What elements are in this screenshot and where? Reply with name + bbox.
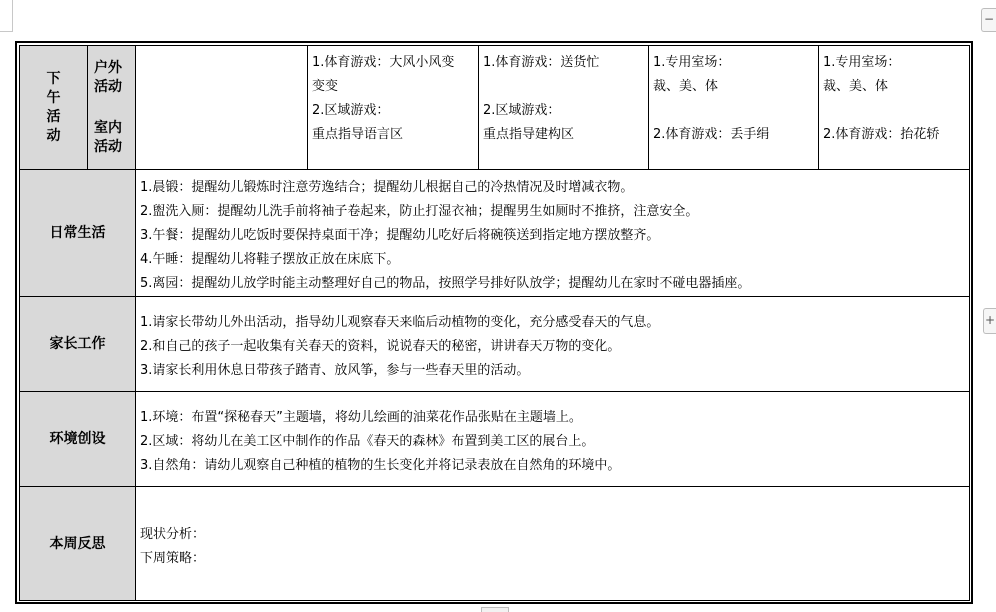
label-line: 活动	[94, 138, 122, 155]
cell-line: 2.区域游戏：	[483, 103, 561, 118]
label-char: 下	[46, 70, 61, 87]
environment-item: 1.环境：布置“探秘春天”主题墙，将幼儿绘画的油菜花作品张贴在主题墙上。	[140, 410, 582, 425]
daily-life-item: 3.午餐：提醒幼儿吃饭时要保持桌面干净；提醒幼儿吃好后将碗筷送到指定地方摆放整齐。	[140, 228, 660, 243]
activity-type-labels	[88, 46, 136, 170]
cell-line: 2.体育游戏：抬花轿	[823, 127, 940, 142]
parent-work-label: 家长工作	[20, 297, 136, 392]
cell-line: 变变	[312, 79, 339, 94]
afternoon-day-cell[interactable]	[649, 46, 819, 170]
environment-content[interactable]	[136, 392, 970, 487]
reflection-content[interactable]	[136, 487, 970, 601]
daily-life-item: 2.盥洗入厕：提醒幼儿洗手前将袖子卷起来，防止打湿衣袖；提醒男生如厕时不推挤，注意安全。	[140, 204, 699, 219]
environment-row	[20, 392, 970, 487]
indoor-activity-label	[94, 119, 135, 157]
daily-life-item: 5.离园：提醒幼儿放学时能主动整理好自己的物品，按照学号排好队放学；提醒幼儿在家时不碰电器插座。	[140, 276, 751, 291]
parent-work-item: 3.请家长利用休息日带孩子踏青、放风筝，参与一些春天里的活动。	[140, 363, 530, 378]
daily-life-label: 日常生活	[20, 170, 136, 297]
weekly-plan-table	[19, 45, 970, 601]
afternoon-activity-label	[20, 46, 88, 170]
cell-line: 裁、美、体	[653, 79, 719, 94]
cell-line: 1.专用室场：	[653, 55, 731, 70]
daily-life-item: 4.午睡：提醒幼儿将鞋子摆放正放在床底下。	[140, 252, 400, 267]
label-char: 动	[46, 127, 61, 144]
daily-life-item: 1.晨锻：提醒幼儿锻炼时注意劳逸结合；提醒幼儿根据自己的冷热情况及时增减衣物。	[140, 180, 634, 195]
label-line: 户外	[94, 59, 122, 76]
parent-work-content[interactable]	[136, 297, 970, 392]
parent-work-row	[20, 297, 970, 392]
daily-life-row	[20, 170, 970, 297]
afternoon-activity-row	[20, 46, 970, 170]
cell-line: 重点指导语言区	[312, 127, 404, 142]
collapse-icon[interactable]: −	[981, 8, 996, 32]
margin-corner-mark	[12, 0, 13, 32]
afternoon-day-cell[interactable]	[479, 46, 649, 170]
cell-line: 1.专用室场：	[823, 55, 901, 70]
weekly-plan-table-frame	[15, 41, 973, 604]
parent-work-item: 1.请家长带幼儿外出活动，指导幼儿观察春天来临后动植物的变化，充分感受春天的气息。	[140, 315, 660, 330]
blank-line	[823, 99, 965, 123]
cell-line: 裁、美、体	[823, 79, 889, 94]
blank-line	[483, 75, 644, 99]
afternoon-day-cell[interactable]	[819, 46, 970, 170]
label-line: 室内	[94, 119, 122, 136]
cell-line: 1.体育游戏：送货忙	[483, 55, 600, 70]
environment-item: 3.自然角：请幼儿观察自己种植的植物的生长变化并将记录表放在自然角的环境中。	[140, 458, 621, 473]
reflection-item: 现状分析：	[140, 526, 206, 542]
cell-line: 2.区域游戏：	[312, 103, 390, 118]
outdoor-activity-label	[94, 59, 135, 97]
label-char: 午	[46, 89, 61, 106]
cell-line: 2.体育游戏：丢手绢	[653, 127, 770, 142]
afternoon-day-cell[interactable]	[308, 46, 479, 170]
table-resize-handle[interactable]	[481, 607, 509, 612]
daily-life-content[interactable]	[136, 170, 970, 297]
cell-line: 1.体育游戏：大风小风变	[312, 55, 455, 70]
blank-line	[653, 99, 814, 123]
label-char: 活	[46, 108, 61, 125]
reflection-label: 本周反思	[20, 487, 136, 601]
environment-item: 2.区域：将幼儿在美工区中制作的作品《春天的森林》布置到美工区的展台上。	[140, 434, 595, 449]
parent-work-item: 2.和自己的孩子一起收集有关春天的资料，说说春天的秘密，讲讲春天万物的变化。	[140, 339, 621, 354]
afternoon-day-cell[interactable]	[136, 46, 308, 170]
label-line: 活动	[94, 78, 122, 95]
margin-corner-mark	[0, 31, 13, 32]
reflection-item: 下周策略：	[140, 550, 206, 566]
reflection-row	[20, 487, 970, 601]
add-column-icon[interactable]: +	[983, 308, 996, 334]
environment-label: 环境创设	[20, 392, 136, 487]
cell-line: 重点指导建构区	[483, 127, 575, 142]
